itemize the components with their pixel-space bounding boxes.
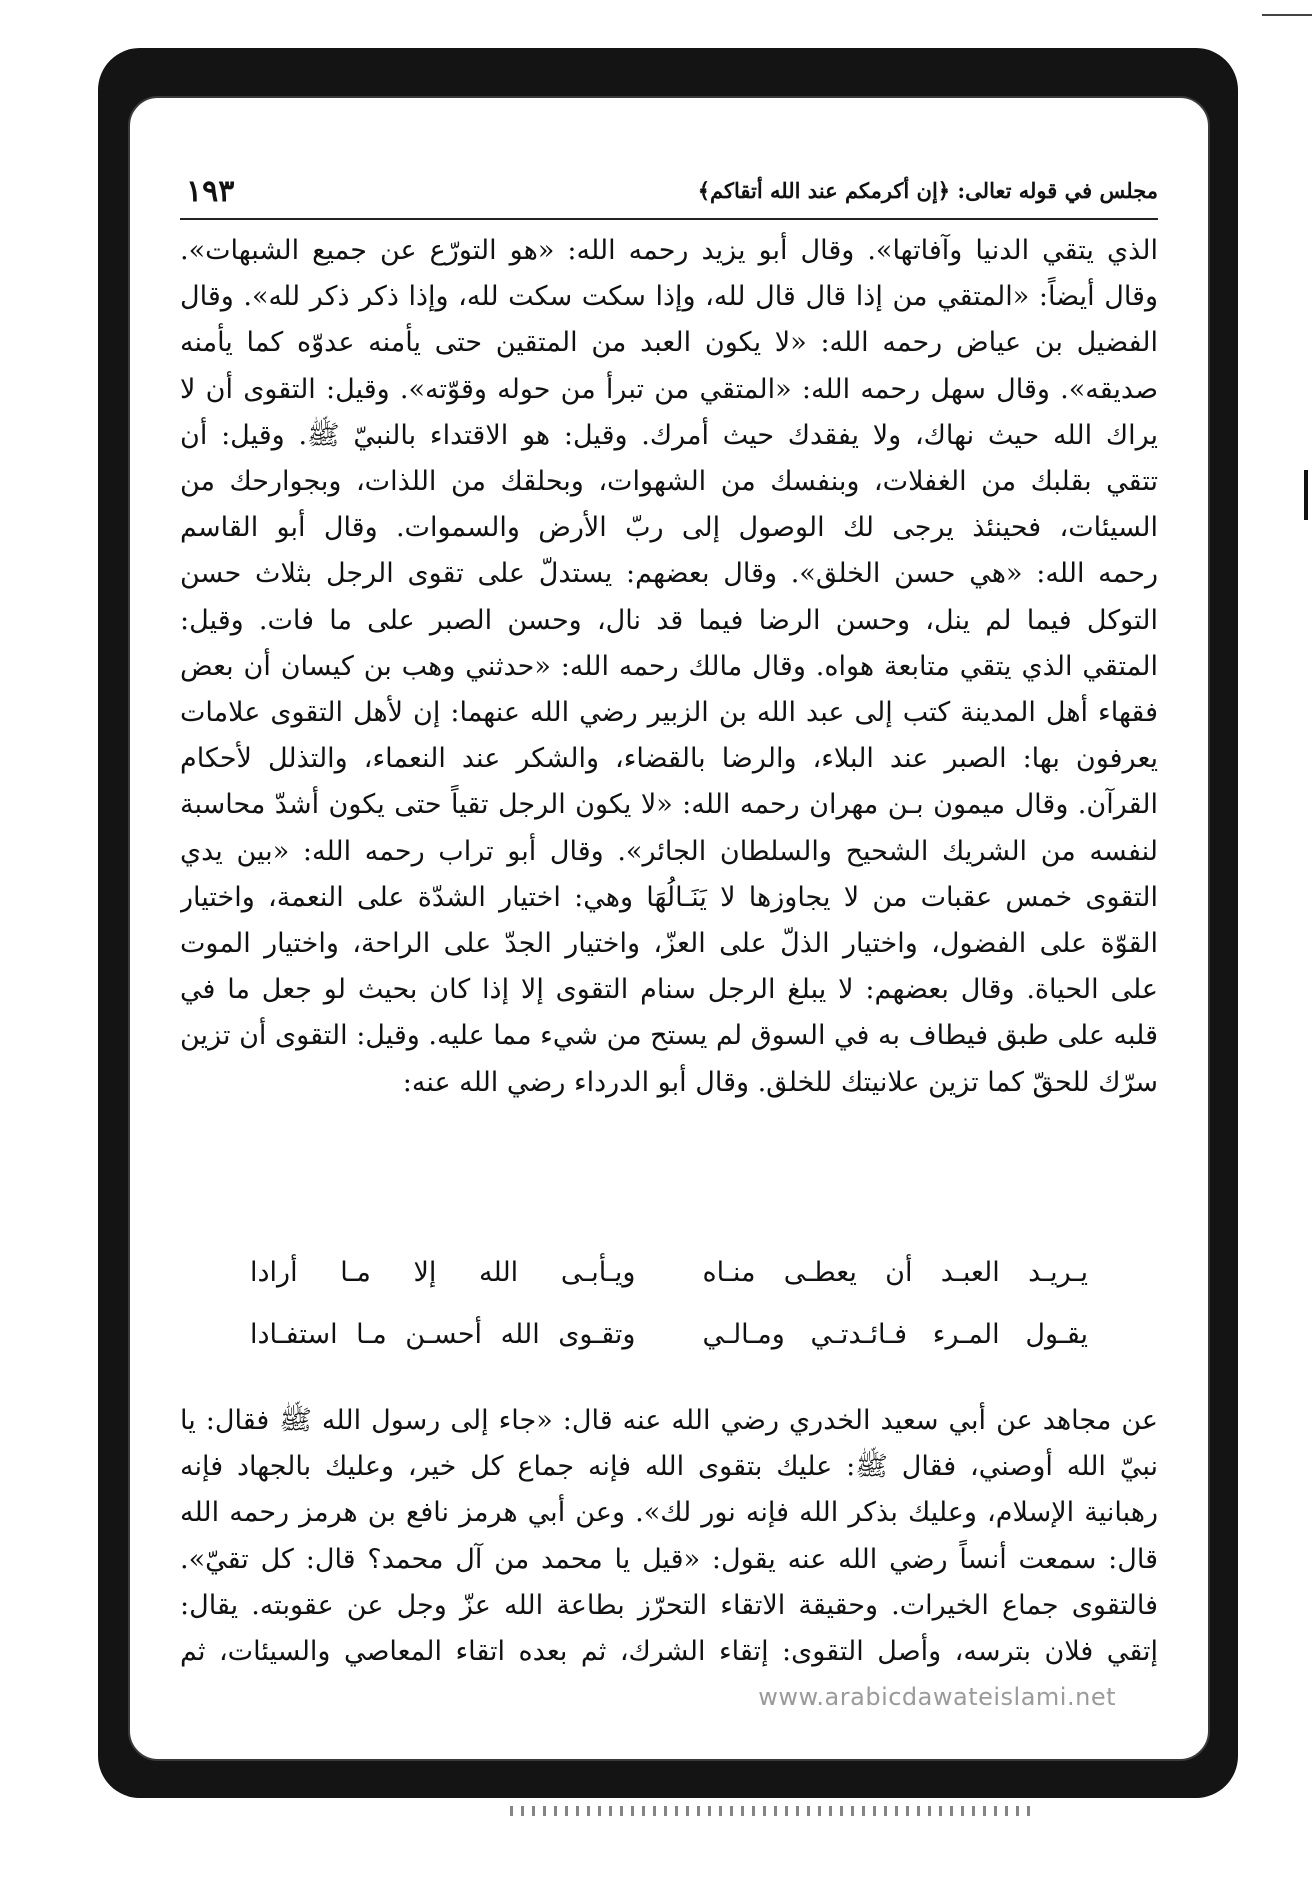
text-line: المتقي الذي يتقي متابعة هواه. وقال مالك رحمه الله: «حدثني وهب بن كيسان أن بعض [180, 650, 1158, 682]
text-line: على الحياة. وقال بعضهم: لا يبلغ الرجل سنام التقوى إلا إذا كان بحيث لو جعل ما في [180, 974, 1158, 1006]
text-line: إتقي فلان بترسه، وأصل التقوى: إتقاء الشرك، ثم بعده اتقاء المعاصي والسيئات، ثم [180, 1636, 1158, 1668]
poem-first-hemistich: يقـول المـرء فـائـدتـي ومـالـي [702, 1319, 1088, 1350]
poem-verses [250, 1242, 1088, 1366]
text-line: التوكل فيما لم ينل، وحسن الرضا فيما قد نال، وحسن الصبر على ما فات. وقيل: [180, 604, 1158, 636]
main-paragraph [180, 228, 1158, 1106]
running-header [180, 174, 1158, 220]
text-line: صديقه». وقال سهل رحمه الله: «المتقي من تبرأ من حوله وقوّته». وقيل: التقوى أن لا [180, 373, 1158, 405]
scan-mark [1262, 14, 1312, 16]
text-line: سرّك للحقّ كما تزين علانيتك للخلق. وقال أبو الدرداء رضي الله عنه: [402, 1066, 1158, 1098]
text-line: لنفسه من الشريك الشحيح والسلطان الجائر». وقال أبو تراب رحمه الله: «بين يدي [180, 835, 1158, 867]
text-line: القرآن. وقال ميمون بـن مهران رحمه الله: «لا يكون الرجل تقياً حتى يكون أشدّ محاسبة [180, 789, 1158, 821]
text-line: قلبه على طبق فيطاف به في السوق لم يستح من شيء مما عليه. وقيل: التقوى أن تزين [180, 1020, 1158, 1052]
text-line: نبيّ الله أوصني، فقال ﷺ: عليك بتقوى الله فإنه جماع كل خير، وعليك بالجهاد فإنه [180, 1451, 1158, 1483]
page-number: ١٩٣ [186, 174, 235, 209]
scan-noise [510, 1806, 1030, 1816]
text-line: يعرفون بها: الصبر عند البلاء، والرضا بالقضاء، والشكر عند النعماء، والتذلل لأحكام [180, 743, 1158, 775]
text-line: تتقي بقلبك من الغفلات، وبنفسك من الشهوات، وبحلقك من اللذات، وبجوارحك من [180, 466, 1158, 498]
text-line: فالتقوى جماع الخيرات. وحقيقة الاتقاء التحرّز بطاعة الله عزّ وجل عن عقوبته. يقال: [180, 1589, 1158, 1621]
scan-mark [1304, 470, 1308, 520]
text-line: يراك الله حيث نهاك، ولا يفقدك حيث أمرك. وقيل: هو الاقتداء بالنبيّ ﷺ. وقيل: أن [180, 419, 1158, 451]
text-line: قال: سمعت أنساً رضي الله عنه يقول: «قيل يا محمد من آل محمد؟ قال: كل تقيّ». [180, 1543, 1158, 1575]
text-line: فقهاء أهل المدينة كتب إلى عبد الله بن الزبير رضي الله عنهما: إن لأهل التقوى علامات [180, 697, 1158, 729]
poem-verse [250, 1304, 1088, 1366]
poem-second-hemistich: ويـأبـى الله إلا مـا أرادا [250, 1257, 636, 1288]
text-line: وقال أيضاً: «المتقي من إذا قال قال لله، وإذا سكت سكت لله، وإذا ذكر ذكر لله». وقال [180, 281, 1158, 313]
text-line: الذي يتقي الدنيا وآفاتها». وقال أبو يزيد رحمه الله: «هو التورّع عن جميع الشبهات». [180, 235, 1158, 266]
text-line: رهبانية الإسلام، وعليك بذكر الله فإنه نور لك». وعن أبي هرمز نافع بن هرمز رحمه الله [180, 1497, 1158, 1529]
second-paragraph [180, 1398, 1158, 1675]
text-line: التقوى خمس عقبات من لا يجاوزها لا يَنَـالُهَا وهي: اختيار الشدّة على النعمة، واختيار [180, 881, 1158, 913]
text-line: عن مجاهد عن أبي سعيد الخدري رضي الله عنه قال: «جاء إلى رسول الله ﷺ فقال: يا [180, 1405, 1158, 1436]
poem-verse [250, 1242, 1088, 1304]
header-title: مجلس في قوله تعالى: ﴿إن أكرمكم عند الله أتقاكم﴾ [697, 178, 1158, 203]
poem-first-hemistich: يـريـد العبـد أن يعطـى منـاه [702, 1257, 1088, 1288]
poem-second-hemistich: وتقـوى الله أحسـن مـا استفـادا [250, 1319, 636, 1350]
text-line: رحمه الله: «هي حسن الخلق». وقال بعضهم: يستدلّ على تقوى الرجل بثلاث حسن [180, 558, 1158, 590]
watermark: www.arabicdawateislami.net [758, 1683, 1116, 1711]
text-line: السيئات، فحينئذ يرجى لك الوصول إلى ربّ الأرض والسموات. وقال أبو القاسم [180, 512, 1158, 544]
text-line: الفضيل بن عياض رحمه الله: «لا يكون العبد من المتقين حتى يأمنه عدوّه كما يأمنه [180, 327, 1158, 359]
book-page [128, 96, 1210, 1761]
text-line: القوّة على الفضول، واختيار الذلّ على العزّ، واختيار الجدّ على الراحة، واختيار الموت [180, 928, 1158, 960]
